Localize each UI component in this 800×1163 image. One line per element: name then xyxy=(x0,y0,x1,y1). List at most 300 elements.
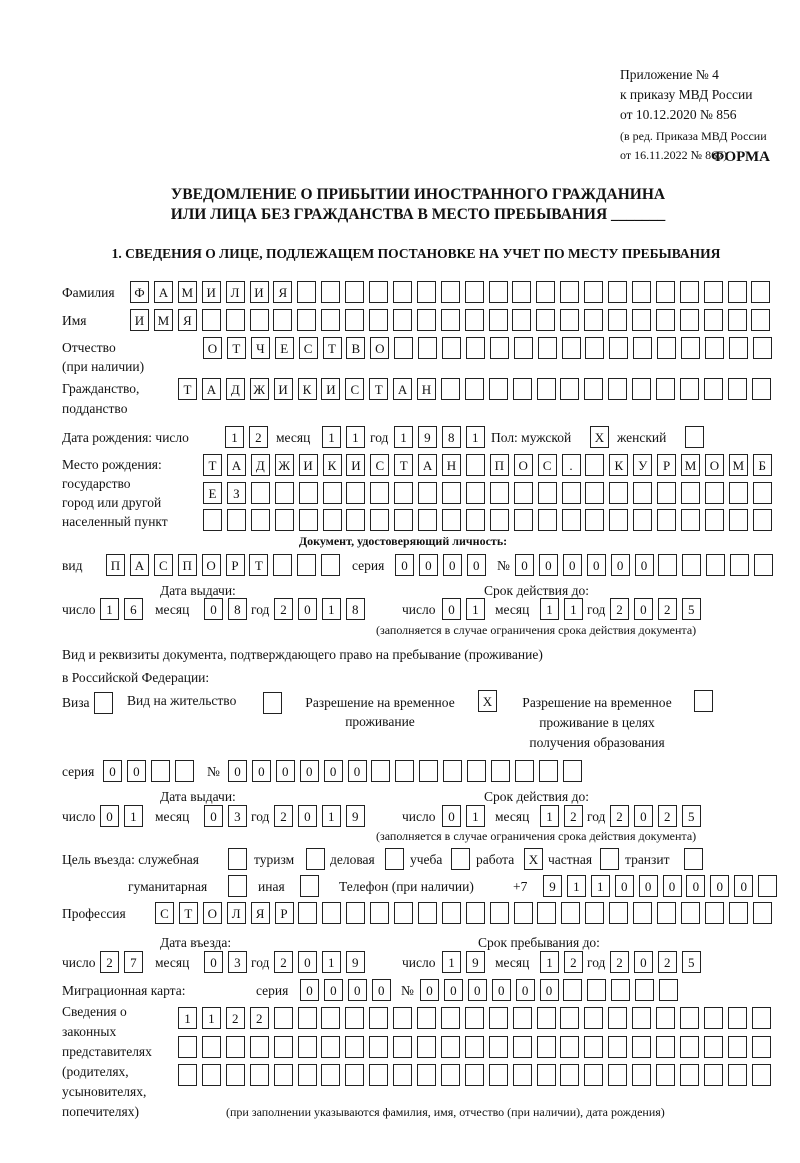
representatives-field-cell[interactable] xyxy=(656,1036,675,1058)
representatives-field-cell[interactable] xyxy=(632,1036,651,1058)
surname-field-cell[interactable] xyxy=(632,281,651,303)
name-field-cell[interactable] xyxy=(680,309,699,331)
representatives-field-cell[interactable] xyxy=(560,1064,579,1086)
profession-field-cell[interactable] xyxy=(442,902,461,924)
surname-field-cell[interactable] xyxy=(584,281,603,303)
birth-place-field-cell[interactable]: З xyxy=(227,482,246,504)
surname-field-cell[interactable] xyxy=(728,281,747,303)
birth-place-field-cell[interactable] xyxy=(299,509,318,531)
citizenship-field-cell[interactable] xyxy=(560,378,579,400)
name-field-cell[interactable] xyxy=(728,309,747,331)
birth-day-field-cell[interactable]: 1 xyxy=(225,426,244,448)
id-issue-month-field-cell[interactable]: 0 xyxy=(204,598,223,620)
id-kind-field-cell[interactable] xyxy=(297,554,316,576)
doc-valid-year-field-cell[interactable]: 2 xyxy=(610,805,629,827)
birth-place-field-cell[interactable] xyxy=(466,482,485,504)
name-field-cell[interactable] xyxy=(489,309,508,331)
birth-place-field-cell[interactable] xyxy=(585,454,604,476)
id-number-field-cell[interactable] xyxy=(754,554,773,576)
profession-field-cell[interactable] xyxy=(753,902,772,924)
birth-place-field-cell[interactable]: Т xyxy=(394,454,413,476)
birth-place-field-cell[interactable]: У xyxy=(633,454,652,476)
birth-year-field-cell[interactable]: 8 xyxy=(442,426,461,448)
birth-year-field-cell[interactable]: 9 xyxy=(418,426,437,448)
name-field-cell[interactable]: И xyxy=(130,309,149,331)
id-number-field-cell[interactable]: 0 xyxy=(539,554,558,576)
doc-number-field-cell[interactable] xyxy=(467,760,486,782)
doc-issue-year-field-cell[interactable]: 9 xyxy=(346,805,365,827)
stay-year-field-cell[interactable]: 5 xyxy=(682,951,701,973)
phone-field-cell[interactable] xyxy=(758,875,777,897)
name-field-cell[interactable] xyxy=(393,309,412,331)
purpose-official-checkbox[interactable] xyxy=(228,848,247,870)
profession-field-cell[interactable]: Я xyxy=(251,902,270,924)
id-valid-day-field-cell[interactable]: 1 xyxy=(466,598,485,620)
id-number-field-cell[interactable] xyxy=(658,554,677,576)
profession-field-cell[interactable] xyxy=(537,902,556,924)
citizenship-field-cell[interactable] xyxy=(465,378,484,400)
migration-card-series-field-cell[interactable]: 0 xyxy=(300,979,319,1001)
representatives-field-cell[interactable] xyxy=(393,1007,412,1029)
representatives-field-cell[interactable] xyxy=(393,1064,412,1086)
id-kind-field-cell[interactable] xyxy=(273,554,292,576)
representatives-field-cell[interactable] xyxy=(298,1007,317,1029)
birth-place-field-cell[interactable] xyxy=(585,482,604,504)
doc-number-field-cell[interactable]: 0 xyxy=(276,760,295,782)
birth-month-field-cell[interactable]: 1 xyxy=(346,426,365,448)
doc-number-field-cell[interactable]: 0 xyxy=(324,760,343,782)
citizenship-field-cell[interactable] xyxy=(632,378,651,400)
name-field-cell[interactable] xyxy=(345,309,364,331)
name-field-cell[interactable] xyxy=(226,309,245,331)
representatives-field-cell[interactable] xyxy=(465,1007,484,1029)
phone-field-cell[interactable]: 9 xyxy=(543,875,562,897)
birth-place-field-cell[interactable]: С xyxy=(538,454,557,476)
stay-day-field-cell[interactable]: 9 xyxy=(466,951,485,973)
representatives-field-cell[interactable] xyxy=(274,1007,293,1029)
profession-field-cell[interactable] xyxy=(346,902,365,924)
birth-place-field-cell[interactable]: Б xyxy=(753,454,772,476)
birth-place-field-cell[interactable]: Е xyxy=(203,482,222,504)
patronymic-field-cell[interactable]: Ч xyxy=(251,337,270,359)
representatives-field-cell[interactable] xyxy=(513,1007,532,1029)
birth-place-field-cell[interactable] xyxy=(299,482,318,504)
id-kind-field-cell[interactable]: О xyxy=(202,554,221,576)
entry-year-field-cell[interactable]: 2 xyxy=(274,951,293,973)
birth-place-field-cell[interactable]: П xyxy=(490,454,509,476)
birth-place-field-cell[interactable] xyxy=(490,509,509,531)
profession-field-cell[interactable] xyxy=(466,902,485,924)
name-field-cell[interactable] xyxy=(512,309,531,331)
birth-place-field-cell[interactable] xyxy=(538,482,557,504)
patronymic-field-cell[interactable] xyxy=(418,337,437,359)
birth-place-field-cell[interactable] xyxy=(705,482,724,504)
purpose-transit-checkbox[interactable] xyxy=(684,848,703,870)
surname-field-cell[interactable]: Я xyxy=(273,281,292,303)
id-issue-day-field-cell[interactable]: 1 xyxy=(100,598,119,620)
stay-month-field-cell[interactable]: 2 xyxy=(564,951,583,973)
phone-field-cell[interactable]: 1 xyxy=(567,875,586,897)
birth-place-field-cell[interactable] xyxy=(681,482,700,504)
birth-place-field-cell[interactable] xyxy=(370,509,389,531)
patronymic-field-cell[interactable] xyxy=(466,337,485,359)
patronymic-field-cell[interactable] xyxy=(609,337,628,359)
id-kind-field-cell[interactable] xyxy=(321,554,340,576)
id-kind-field-cell[interactable]: А xyxy=(130,554,149,576)
patronymic-field-cell[interactable]: С xyxy=(299,337,318,359)
birth-place-field-cell[interactable] xyxy=(418,482,437,504)
surname-field-cell[interactable] xyxy=(608,281,627,303)
id-kind-field-cell[interactable]: П xyxy=(106,554,125,576)
name-field-cell[interactable] xyxy=(465,309,484,331)
migration-card-number-field-cell[interactable] xyxy=(659,979,678,1001)
surname-field-cell[interactable] xyxy=(297,281,316,303)
citizenship-field-cell[interactable]: Д xyxy=(226,378,245,400)
birth-day-field-cell[interactable]: 2 xyxy=(249,426,268,448)
name-field-cell[interactable] xyxy=(608,309,627,331)
doc-series-field-cell[interactable]: 0 xyxy=(127,760,146,782)
birth-place-field-cell[interactable] xyxy=(251,482,270,504)
birth-place-field-cell[interactable] xyxy=(729,509,748,531)
birth-place-field-cell[interactable]: Т xyxy=(203,454,222,476)
doc-number-field-cell[interactable] xyxy=(491,760,510,782)
doc-issue-day-field-cell[interactable]: 0 xyxy=(100,805,119,827)
representatives-field-cell[interactable]: 2 xyxy=(226,1007,245,1029)
representatives-field-cell[interactable] xyxy=(250,1064,269,1086)
patronymic-field-cell[interactable] xyxy=(705,337,724,359)
id-series-field-cell[interactable]: 0 xyxy=(419,554,438,576)
surname-field-cell[interactable] xyxy=(321,281,340,303)
patronymic-field-cell[interactable] xyxy=(538,337,557,359)
representatives-field-cell[interactable] xyxy=(345,1064,364,1086)
profession-field-cell[interactable] xyxy=(561,902,580,924)
patronymic-field-cell[interactable] xyxy=(657,337,676,359)
doc-number-field-cell[interactable]: 0 xyxy=(228,760,247,782)
stay-year-field-cell[interactable]: 2 xyxy=(610,951,629,973)
doc-issue-month-field-cell[interactable]: 3 xyxy=(228,805,247,827)
birth-place-field-cell[interactable] xyxy=(514,509,533,531)
name-field-cell[interactable] xyxy=(632,309,651,331)
id-valid-year-field-cell[interactable]: 2 xyxy=(610,598,629,620)
profession-field-cell[interactable] xyxy=(298,902,317,924)
representatives-field-cell[interactable] xyxy=(632,1007,651,1029)
citizenship-field-cell[interactable] xyxy=(441,378,460,400)
doc-number-field-cell[interactable] xyxy=(395,760,414,782)
doc-issue-month-field-cell[interactable]: 0 xyxy=(204,805,223,827)
visa-checkbox[interactable] xyxy=(94,692,113,714)
birth-place-field-cell[interactable] xyxy=(275,509,294,531)
profession-field-cell[interactable]: Т xyxy=(179,902,198,924)
phone-field-cell[interactable]: 0 xyxy=(734,875,753,897)
birth-place-field-cell[interactable] xyxy=(418,509,437,531)
surname-field-cell[interactable] xyxy=(441,281,460,303)
birth-place-field-cell[interactable] xyxy=(466,509,485,531)
representatives-field-cell[interactable]: 2 xyxy=(250,1007,269,1029)
doc-number-field-cell[interactable] xyxy=(443,760,462,782)
representatives-field-cell[interactable] xyxy=(656,1007,675,1029)
birth-place-field-cell[interactable] xyxy=(346,482,365,504)
birth-place-field-cell[interactable]: С xyxy=(370,454,389,476)
representatives-field-cell[interactable] xyxy=(441,1007,460,1029)
patronymic-field-cell[interactable] xyxy=(442,337,461,359)
birth-place-field-cell[interactable] xyxy=(394,482,413,504)
purpose-private-checkbox[interactable] xyxy=(600,848,619,870)
name-field-cell[interactable] xyxy=(250,309,269,331)
representatives-field-cell[interactable] xyxy=(537,1036,556,1058)
entry-month-field-cell[interactable]: 3 xyxy=(228,951,247,973)
purpose-work-checkbox[interactable]: X xyxy=(524,848,543,870)
representatives-field-cell[interactable] xyxy=(584,1064,603,1086)
doc-valid-year-field-cell[interactable]: 5 xyxy=(682,805,701,827)
purpose-tourism-checkbox[interactable] xyxy=(306,848,325,870)
id-kind-field-cell[interactable]: П xyxy=(178,554,197,576)
doc-number-field-cell[interactable]: 0 xyxy=(300,760,319,782)
birth-place-field-cell[interactable] xyxy=(442,509,461,531)
profession-field-cell[interactable] xyxy=(370,902,389,924)
profession-field-cell[interactable]: Р xyxy=(275,902,294,924)
citizenship-field-cell[interactable] xyxy=(680,378,699,400)
citizenship-field-cell[interactable] xyxy=(537,378,556,400)
doc-valid-day-field-cell[interactable]: 1 xyxy=(466,805,485,827)
birth-place-field-cell[interactable]: А xyxy=(418,454,437,476)
id-kind-field-cell[interactable]: Р xyxy=(226,554,245,576)
entry-day-field-cell[interactable]: 7 xyxy=(124,951,143,973)
phone-field-cell[interactable]: 0 xyxy=(686,875,705,897)
citizenship-field-cell[interactable]: Т xyxy=(178,378,197,400)
patronymic-field-cell[interactable]: О xyxy=(203,337,222,359)
doc-number-field-cell[interactable] xyxy=(563,760,582,782)
profession-field-cell[interactable]: Л xyxy=(227,902,246,924)
phone-field-cell[interactable]: 0 xyxy=(710,875,729,897)
citizenship-field-cell[interactable] xyxy=(728,378,747,400)
surname-field-cell[interactable]: И xyxy=(250,281,269,303)
name-field-cell[interactable] xyxy=(536,309,555,331)
surname-field-cell[interactable]: А xyxy=(154,281,173,303)
id-kind-field-cell[interactable]: С xyxy=(154,554,173,576)
birth-place-field-cell[interactable]: Н xyxy=(442,454,461,476)
migration-card-number-field-cell[interactable] xyxy=(563,979,582,1001)
patronymic-field-cell[interactable] xyxy=(490,337,509,359)
doc-number-field-cell[interactable] xyxy=(371,760,390,782)
doc-valid-day-field-cell[interactable]: 0 xyxy=(442,805,461,827)
birth-place-field-cell[interactable] xyxy=(538,509,557,531)
representatives-field-cell[interactable] xyxy=(298,1064,317,1086)
id-kind-field-cell[interactable]: Т xyxy=(249,554,268,576)
birth-place-field-cell[interactable]: О xyxy=(514,454,533,476)
profession-field-cell[interactable] xyxy=(418,902,437,924)
stay-month-field-cell[interactable]: 1 xyxy=(540,951,559,973)
patronymic-field-cell[interactable] xyxy=(394,337,413,359)
representatives-field-cell[interactable]: 1 xyxy=(202,1007,221,1029)
residence-permit-checkbox[interactable] xyxy=(263,692,282,714)
stay-day-field-cell[interactable]: 1 xyxy=(442,951,461,973)
surname-field-cell[interactable]: Ф xyxy=(130,281,149,303)
id-number-field-cell[interactable] xyxy=(706,554,725,576)
birth-year-field-cell[interactable]: 1 xyxy=(394,426,413,448)
surname-field-cell[interactable] xyxy=(369,281,388,303)
representatives-field-cell[interactable] xyxy=(321,1036,340,1058)
representatives-field-cell[interactable] xyxy=(465,1064,484,1086)
name-field-cell[interactable] xyxy=(441,309,460,331)
representatives-field-cell[interactable] xyxy=(537,1064,556,1086)
representatives-field-cell[interactable] xyxy=(417,1064,436,1086)
representatives-field-cell[interactable] xyxy=(680,1036,699,1058)
representatives-field-cell[interactable] xyxy=(393,1036,412,1058)
birth-place-field-cell[interactable]: К xyxy=(609,454,628,476)
representatives-field-cell[interactable] xyxy=(441,1064,460,1086)
surname-field-cell[interactable] xyxy=(680,281,699,303)
birth-place-field-cell[interactable] xyxy=(633,482,652,504)
birth-place-field-cell[interactable]: А xyxy=(227,454,246,476)
citizenship-field-cell[interactable] xyxy=(752,378,771,400)
representatives-field-cell[interactable] xyxy=(298,1036,317,1058)
representatives-field-cell[interactable] xyxy=(513,1036,532,1058)
birth-place-field-cell[interactable]: . xyxy=(562,454,581,476)
citizenship-field-cell[interactable]: И xyxy=(274,378,293,400)
migration-card-number-field-cell[interactable]: 0 xyxy=(492,979,511,1001)
doc-valid-year-field-cell[interactable]: 2 xyxy=(658,805,677,827)
representatives-field-cell[interactable] xyxy=(250,1036,269,1058)
migration-card-number-field-cell[interactable]: 0 xyxy=(516,979,535,1001)
birth-place-field-cell[interactable] xyxy=(251,509,270,531)
phone-field-cell[interactable]: 1 xyxy=(591,875,610,897)
citizenship-field-cell[interactable]: Н xyxy=(417,378,436,400)
surname-field-cell[interactable] xyxy=(417,281,436,303)
representatives-field-cell[interactable] xyxy=(369,1007,388,1029)
surname-field-cell[interactable]: М xyxy=(178,281,197,303)
migration-card-number-field-cell[interactable] xyxy=(611,979,630,1001)
profession-field-cell[interactable]: С xyxy=(155,902,174,924)
birth-place-field-cell[interactable] xyxy=(585,509,604,531)
name-field-cell[interactable] xyxy=(656,309,675,331)
surname-field-cell[interactable] xyxy=(345,281,364,303)
representatives-field-cell[interactable] xyxy=(489,1007,508,1029)
migration-card-number-field-cell[interactable]: 0 xyxy=(444,979,463,1001)
id-number-field-cell[interactable]: 0 xyxy=(611,554,630,576)
stay-year-field-cell[interactable]: 0 xyxy=(634,951,653,973)
representatives-field-cell[interactable] xyxy=(178,1064,197,1086)
name-field-cell[interactable] xyxy=(584,309,603,331)
patronymic-field-cell[interactable] xyxy=(681,337,700,359)
id-issue-year-field-cell[interactable]: 1 xyxy=(322,598,341,620)
representatives-field-cell[interactable] xyxy=(632,1064,651,1086)
birth-place-field-cell[interactable] xyxy=(466,454,485,476)
citizenship-field-cell[interactable] xyxy=(704,378,723,400)
birth-place-field-cell[interactable]: М xyxy=(681,454,700,476)
phone-field-cell[interactable]: 0 xyxy=(663,875,682,897)
migration-card-series-field-cell[interactable]: 0 xyxy=(348,979,367,1001)
birth-place-field-cell[interactable] xyxy=(323,509,342,531)
migration-card-number-field-cell[interactable]: 0 xyxy=(540,979,559,1001)
representatives-field-cell[interactable] xyxy=(465,1036,484,1058)
birth-place-field-cell[interactable] xyxy=(323,482,342,504)
birth-place-field-cell[interactable] xyxy=(346,509,365,531)
representatives-field-cell[interactable] xyxy=(441,1036,460,1058)
profession-field-cell[interactable] xyxy=(681,902,700,924)
representatives-field-cell[interactable] xyxy=(178,1036,197,1058)
representatives-field-cell[interactable] xyxy=(680,1064,699,1086)
profession-field-cell[interactable] xyxy=(657,902,676,924)
name-field-cell[interactable] xyxy=(369,309,388,331)
profession-field-cell[interactable] xyxy=(705,902,724,924)
representatives-field-cell[interactable] xyxy=(728,1007,747,1029)
birth-place-field-cell[interactable] xyxy=(609,482,628,504)
patronymic-field-cell[interactable] xyxy=(753,337,772,359)
representatives-field-cell[interactable] xyxy=(513,1064,532,1086)
doc-series-field-cell[interactable] xyxy=(175,760,194,782)
name-field-cell[interactable]: М xyxy=(154,309,173,331)
birth-place-field-cell[interactable]: И xyxy=(299,454,318,476)
representatives-field-cell[interactable] xyxy=(584,1036,603,1058)
name-field-cell[interactable] xyxy=(751,309,770,331)
birth-place-field-cell[interactable] xyxy=(227,509,246,531)
representatives-field-cell[interactable] xyxy=(274,1036,293,1058)
patronymic-field-cell[interactable] xyxy=(585,337,604,359)
id-number-field-cell[interactable]: 0 xyxy=(515,554,534,576)
citizenship-field-cell[interactable]: К xyxy=(298,378,317,400)
surname-field-cell[interactable] xyxy=(489,281,508,303)
name-field-cell[interactable] xyxy=(560,309,579,331)
doc-series-field-cell[interactable] xyxy=(151,760,170,782)
id-series-field-cell[interactable]: 0 xyxy=(395,554,414,576)
id-issue-year-field-cell[interactable]: 8 xyxy=(346,598,365,620)
name-field-cell[interactable]: Я xyxy=(178,309,197,331)
representatives-field-cell[interactable] xyxy=(704,1007,723,1029)
id-issue-year-field-cell[interactable]: 0 xyxy=(298,598,317,620)
birth-place-field-cell[interactable] xyxy=(562,482,581,504)
birth-place-field-cell[interactable] xyxy=(562,509,581,531)
phone-field-cell[interactable]: 0 xyxy=(615,875,634,897)
entry-year-field-cell[interactable]: 0 xyxy=(298,951,317,973)
doc-valid-year-field-cell[interactable]: 0 xyxy=(634,805,653,827)
birth-place-field-cell[interactable] xyxy=(657,482,676,504)
profession-field-cell[interactable] xyxy=(609,902,628,924)
id-valid-day-field-cell[interactable]: 0 xyxy=(442,598,461,620)
birth-place-field-cell[interactable] xyxy=(705,509,724,531)
representatives-field-cell[interactable] xyxy=(321,1007,340,1029)
representatives-field-cell[interactable] xyxy=(608,1007,627,1029)
surname-field-cell[interactable] xyxy=(560,281,579,303)
doc-issue-year-field-cell[interactable]: 2 xyxy=(274,805,293,827)
birth-place-field-cell[interactable] xyxy=(609,509,628,531)
patronymic-field-cell[interactable]: Т xyxy=(323,337,342,359)
sex-male-checkbox[interactable]: X xyxy=(590,426,609,448)
birth-place-field-cell[interactable] xyxy=(370,482,389,504)
birth-place-field-cell[interactable] xyxy=(490,482,509,504)
doc-issue-year-field-cell[interactable]: 0 xyxy=(298,805,317,827)
citizenship-field-cell[interactable]: С xyxy=(345,378,364,400)
representatives-field-cell[interactable] xyxy=(752,1036,771,1058)
name-field-cell[interactable] xyxy=(417,309,436,331)
profession-field-cell[interactable] xyxy=(322,902,341,924)
doc-number-field-cell[interactable] xyxy=(515,760,534,782)
profession-field-cell[interactable]: О xyxy=(203,902,222,924)
doc-number-field-cell[interactable]: 0 xyxy=(348,760,367,782)
profession-field-cell[interactable] xyxy=(633,902,652,924)
birth-place-field-cell[interactable] xyxy=(657,509,676,531)
id-number-field-cell[interactable] xyxy=(730,554,749,576)
birth-place-field-cell[interactable]: О xyxy=(705,454,724,476)
citizenship-field-cell[interactable]: Ж xyxy=(250,378,269,400)
id-series-field-cell[interactable]: 0 xyxy=(467,554,486,576)
sex-female-checkbox[interactable] xyxy=(685,426,704,448)
doc-issue-day-field-cell[interactable]: 1 xyxy=(124,805,143,827)
representatives-field-cell[interactable] xyxy=(489,1064,508,1086)
patronymic-field-cell[interactable] xyxy=(633,337,652,359)
surname-field-cell[interactable] xyxy=(512,281,531,303)
name-field-cell[interactable] xyxy=(704,309,723,331)
birth-place-field-cell[interactable] xyxy=(633,509,652,531)
